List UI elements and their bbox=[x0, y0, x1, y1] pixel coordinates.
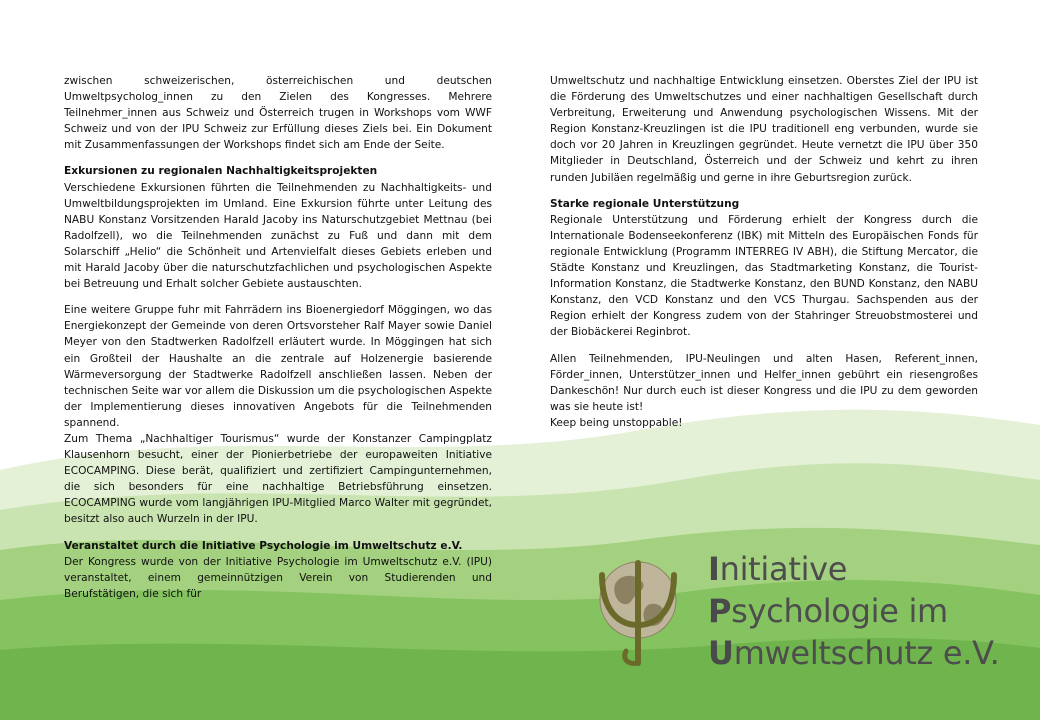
logo-line-umweltschutz: Umweltschutz e.V. bbox=[708, 634, 1000, 672]
ipu-paragraph: Umweltschutz und nachhaltige Entwicklung einsetzen. Oberstes Ziel der IPU ist die Förderung des Umweltschutzes und einer nachhaltigen Gesellschaft durch Verbreitung, Erweiterung und Anwendung psychologischen Wissens. Mit der Region Konstanz-Kreuzlingen ist die IPU traditionell eng verbunden, wurde sie doch vor 20 Jahren in Kreuzlingen gegründet. Heute vernetzt die IPU über 350 Mitglieder in Deutschland, Österreich und der Schweiz und kehrt zu ihren runden Jubiläen regelmäßig und gerne in ihre Geburtsregion zurück. bbox=[550, 75, 978, 184]
left-column bbox=[64, 73, 492, 612]
logo-line-initiative: Initiative bbox=[708, 550, 848, 588]
exkursionen-paragraph: Verschiedene Exkursionen führten die Teilnehmenden zu Nachhaltigkeits- und Umweltbildungsprojekten im Umland. Eine Exkursion führte unter Leitung des NABU Konstanz Vorsitzenden Harald Jacoby ins Naturschutzgebiet Mettnau (bei Radolfzell), wo die Teilnehmenden zunächst zu Fuß und dann mit dem Solarschiff „Helio“ die Schönheit und Artenvielfalt dieses Gebiets erleben und mit Harald Jacoby über die naturschutzfachlichen und psychologischen Aspekte bei Betreuung und Erhalt solcher Gebiete austauschten. bbox=[64, 181, 492, 291]
dank-paragraph: Allen Teilnehmenden, IPU-Neulingen und alten Hasen, Referent_innen, Förder_innen, Unterstützer_innen und Helfer_innen gebührt ein riesengroßes Dankeschön! Nur durch euch ist dieser Kongress und die IPU zu dem geworden was sie heute ist! bbox=[550, 352, 978, 413]
right-column bbox=[550, 73, 978, 441]
moeggingen-paragraph: Eine weitere Gruppe fuhr mit Fahrrädern ins Bioenergiedorf Möggingen, wo das Energiekonzept der Gemeinde von deren Ortsvorsteher Ralf Mayer sowie Daniel Meyer von den Stadtwerken Radolfzell erläutert wurde. In Möggingen hat sich ein Großteil der Haushalte an die zentrale auf Holzenergie basierende Wärmeversorgung der Stadtwerke Radolfzell anschließen lassen. Neben der technischen Seite war vor allem die Diskussion um die psychologischen Aspekte der Implementierung dieses innovativen Angebots für die Teilnehmenden spannend. bbox=[64, 304, 492, 429]
heading-unterstuetzung: Starke regionale Unterstützung bbox=[550, 197, 740, 210]
tourismus-paragraph: Zum Thema „Nachhaltiger Tourismus“ wurde der Konstanzer Campingplatz Klausenhorn besucht, einer der Pionierbetriebe der europaweiten Initiative ECOCAMPING. Diese berät, qualifiziert und zertifiziert Campingunternehmen, die sich besonders für eine nachhaltige Betriebsführung einsetzen. ECOCAMPING wurde vom langjährigen IPU-Mitglied Marco Walter mit gegründet, besitzt also auch Wurzeln in der IPU. bbox=[64, 432, 492, 526]
closing-line: Keep being unstoppable! bbox=[550, 416, 683, 429]
intro-paragraph: zwischen schweizerischen, österreichischen und deutschen Umweltpsycholog_innen zu den Zielen des Kongresses. Mehrere Teilnehmer_innen aus Schweiz und Österreich trugen in Workshops vom WWF Schweiz und von der IPU Schweiz zur Erfüllung dieses Ziels bei. Ein Dokument mit Zusammenfassungen der Workshops findet sich am Ende der Seite. bbox=[64, 75, 492, 152]
heading-veranstaltet: Veranstaltet durch die Initiative Psychologie im Umweltschutz e.V. bbox=[64, 539, 463, 552]
veranstaltet-paragraph: Der Kongress wurde von der Initiative Psychologie im Umweltschutz e.V. (IPU) veranstaltet, einem gemeinnützigen Verein von Studierenden und Berufstätigen, die sich für bbox=[64, 555, 492, 600]
globe-psi-icon bbox=[588, 545, 688, 675]
heading-exkursionen: Exkursionen zu regionalen Nachhaltigkeitsprojekten bbox=[64, 165, 378, 178]
unterstuetzung-paragraph: Regionale Unterstützung und Förderung erhielt der Kongress durch die Internationale Bodenseekonferenz (IBK) mit Mitteln des Europäischen Fonds für regionale Entwicklung (Programm INTERREG IV ABH), die Stiftung Mercator, die Städte Konstanz und Kreuzlingen, das Stadtmarketing Konstanz, die Tourist-Information Konstanz, die Stadtwerke Konstanz, den BUND Konstanz, den NABU Konstanz, den VCD Konstanz und den VCS Thurgau. Sachspenden aus der Region erhielt der Kongress zudem von der Stahringer Streuobstmosterei und der Biobäckerei Reginbrot. bbox=[550, 213, 978, 339]
ipu-logo-text bbox=[708, 548, 1000, 674]
logo-line-psychologie: Psychologie im bbox=[708, 592, 948, 630]
